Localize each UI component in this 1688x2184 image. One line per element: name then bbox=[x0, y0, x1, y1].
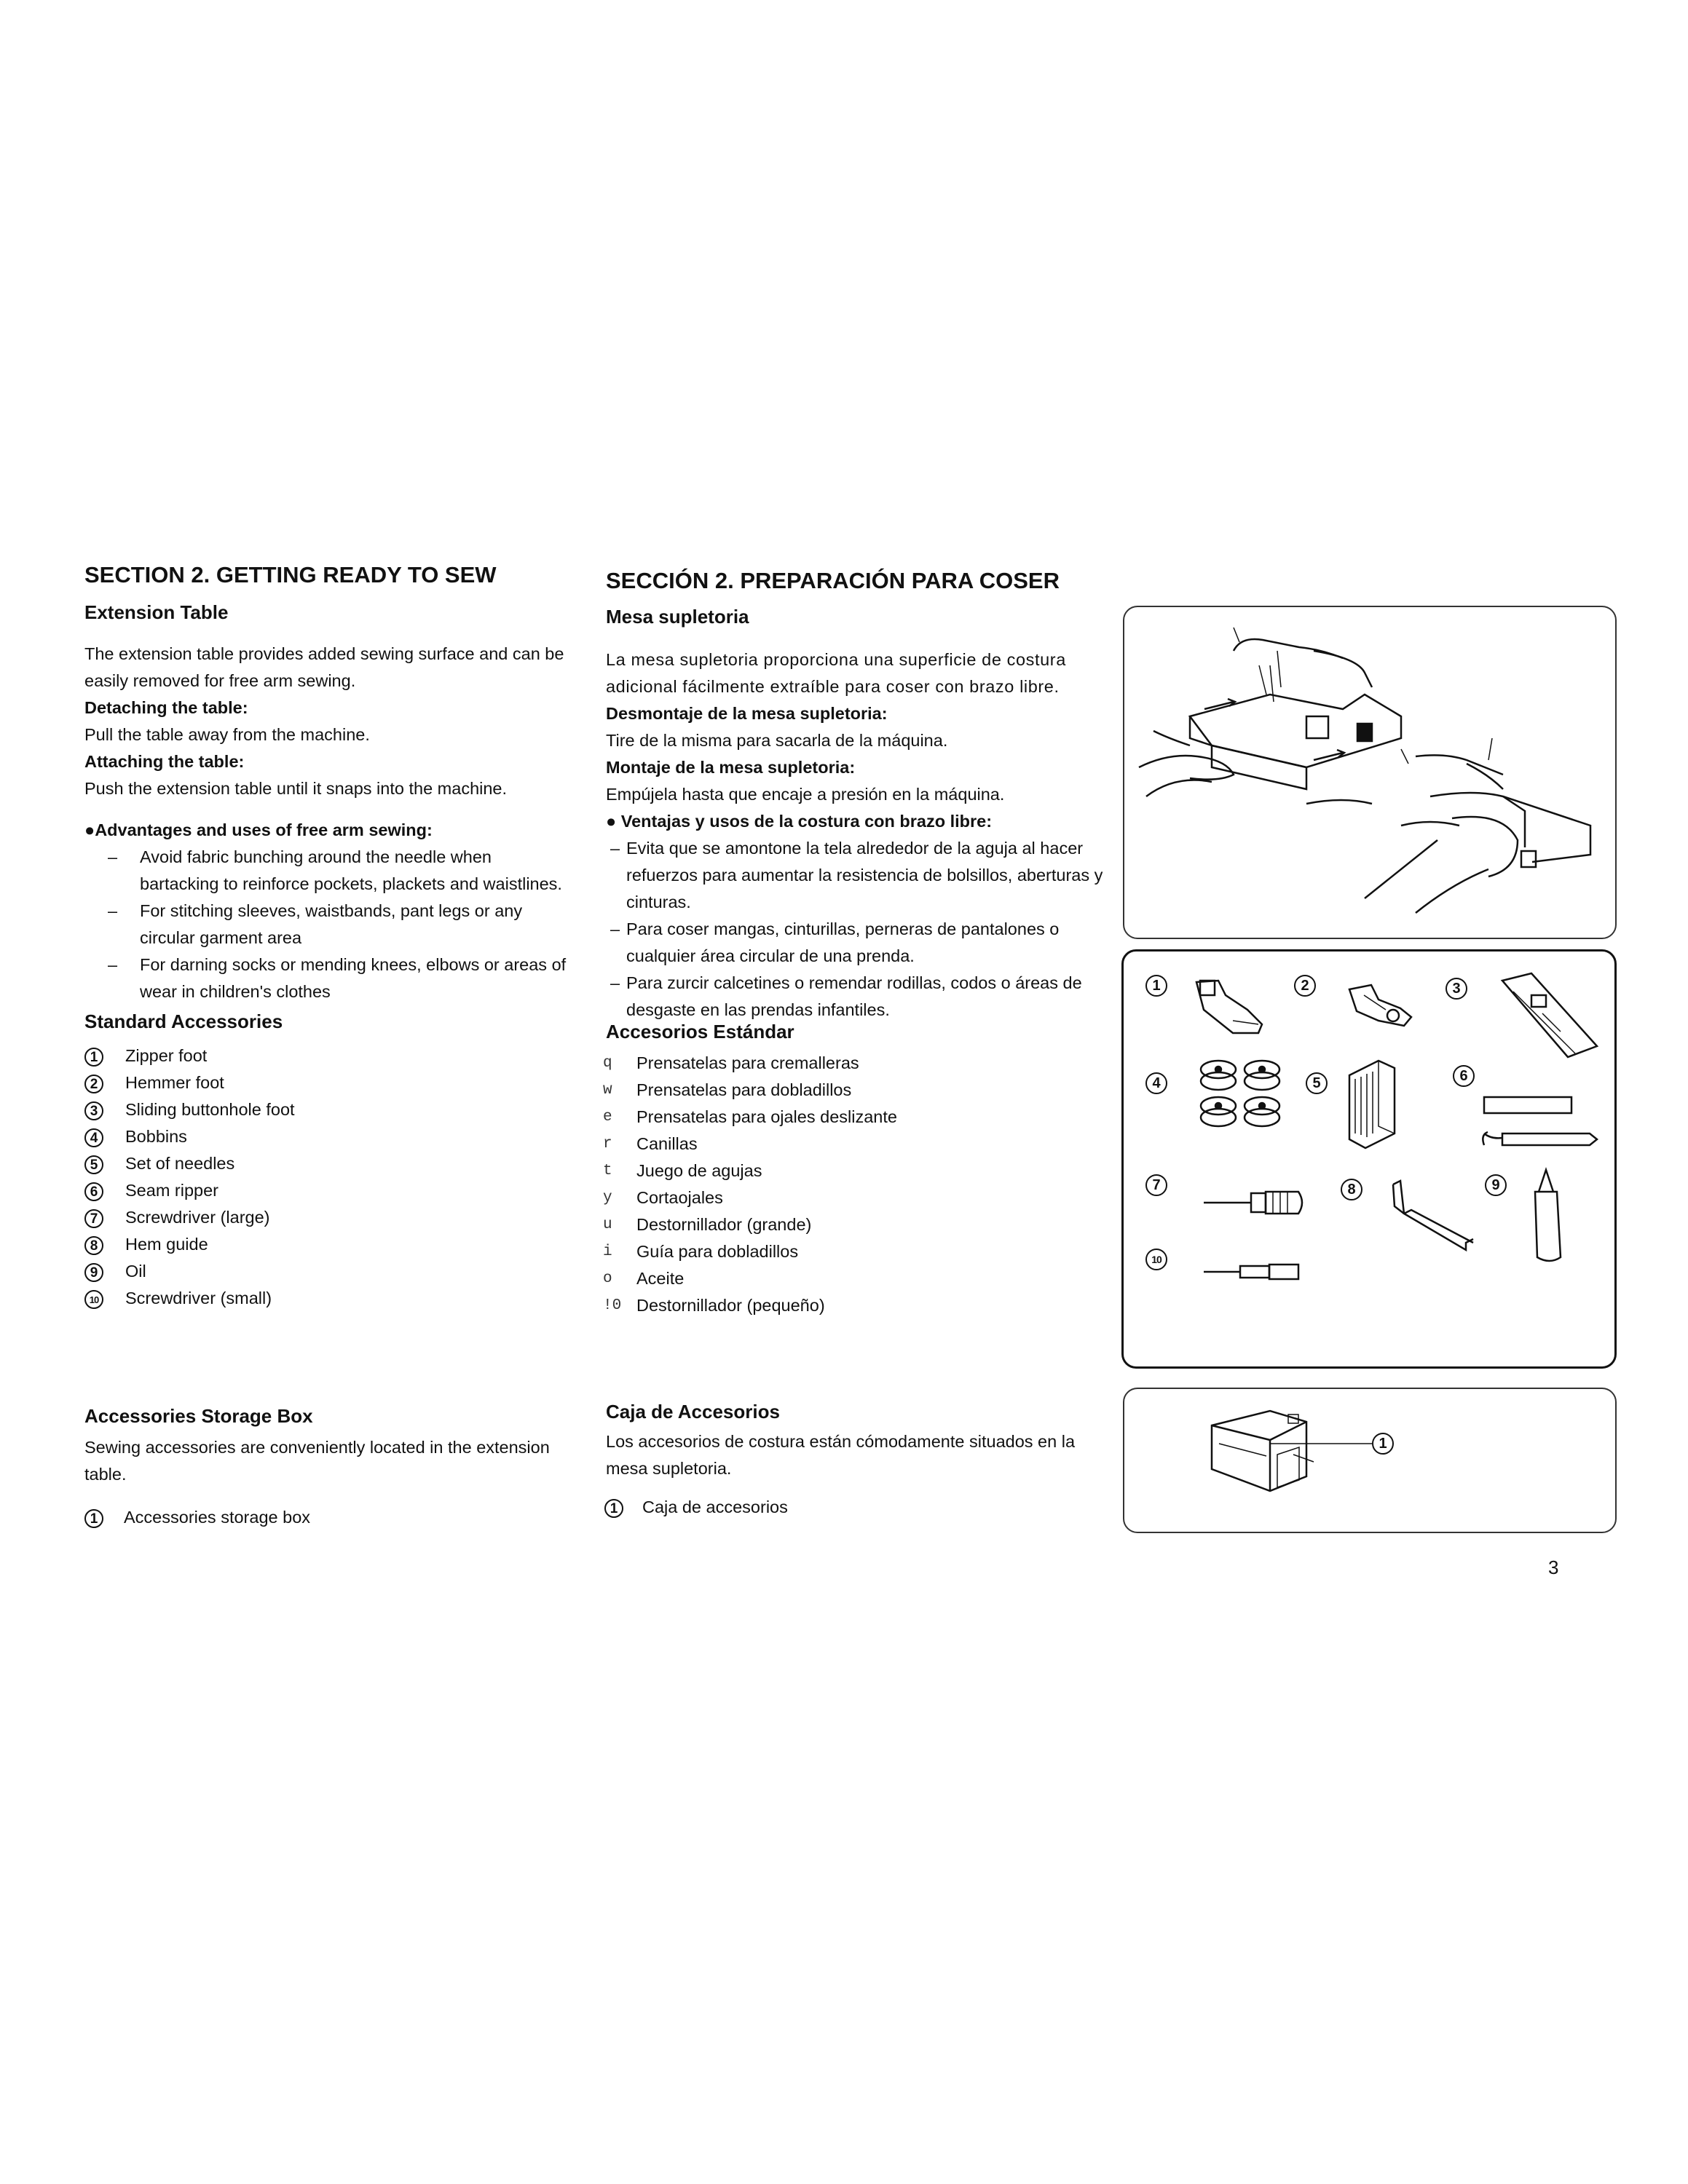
list-marker: u bbox=[603, 1216, 612, 1233]
extension-table-body-en bbox=[84, 641, 569, 802]
list-item: 1 Caja de accesorios bbox=[604, 1494, 910, 1521]
list-item: 7 Screwdriver (large) bbox=[84, 1204, 390, 1231]
list-item: o Aceite bbox=[602, 1265, 936, 1292]
list-marker: w bbox=[603, 1082, 612, 1099]
storage-box-illustration bbox=[1123, 1388, 1617, 1533]
list-marker: i bbox=[603, 1243, 612, 1260]
list-item: – Para coser mangas, cinturillas, perneras de pantalones o cualquier área circular de una prenda. bbox=[606, 916, 1108, 970]
storage-box-heading-en: Accessories Storage Box bbox=[84, 1405, 313, 1427]
screwdriver-small-icon bbox=[1204, 1265, 1298, 1279]
seam-ripper-icon bbox=[1483, 1097, 1597, 1145]
number-badge: 7 bbox=[84, 1209, 103, 1228]
attach-label-es: Montaje de la mesa supletoria: bbox=[606, 758, 856, 777]
screwdriver-large-icon bbox=[1204, 1192, 1302, 1214]
bobbins-icon bbox=[1201, 1061, 1279, 1126]
sewing-machine-diagram bbox=[1124, 607, 1618, 941]
number-badge: 10 bbox=[84, 1290, 103, 1309]
standard-accessories-illustration bbox=[1121, 949, 1617, 1369]
extension-table-illustration bbox=[1123, 606, 1617, 939]
list-item: 1 Accessories storage box bbox=[84, 1504, 390, 1531]
list-item: r Canillas bbox=[602, 1131, 936, 1158]
list-marker: !0 bbox=[603, 1297, 622, 1314]
list-item: w Prensatelas para dobladillos bbox=[602, 1077, 936, 1104]
list-item: t Juego de agujas bbox=[602, 1158, 936, 1184]
list-item: 3 Sliding buttonhole foot bbox=[84, 1096, 390, 1123]
list-item: 9 Oil bbox=[84, 1258, 390, 1285]
list-item: 6 Seam ripper bbox=[84, 1177, 390, 1204]
storage-list-es bbox=[604, 1494, 910, 1521]
extension-intro-es: La mesa supletoria proporciona una superficie de costura adicional fácilmente extraíble para coser con brazo libre. bbox=[606, 650, 1066, 696]
callout-number: 10 bbox=[1145, 1249, 1167, 1270]
callout-number: 1 bbox=[1372, 1433, 1394, 1455]
advantages-block-es bbox=[606, 808, 1108, 1024]
section-title-es: SECCIÓN 2. PREPARACIÓN PARA COSER bbox=[606, 568, 1060, 593]
storage-box-text-es: Los accesorios de costura están cómodamente situados en la mesa supletoria. bbox=[606, 1432, 1076, 1478]
list-item: – For darning socks or mending knees, elbows or areas of wear in children's clothes bbox=[84, 951, 569, 1005]
attach-text-en: Push the extension table until it snaps into the machine. bbox=[84, 779, 508, 798]
list-marker: e bbox=[603, 1109, 612, 1125]
bullet-icon: ● bbox=[606, 812, 617, 831]
attach-text-es: Empújela hasta que encaje a presión en la máquina. bbox=[606, 785, 1005, 804]
number-badge: 4 bbox=[84, 1128, 103, 1147]
dash-icon: – bbox=[610, 839, 620, 858]
dash-icon: – bbox=[610, 973, 620, 992]
list-item: i Guía para dobladillos bbox=[602, 1238, 936, 1265]
list-item: 1 Zipper foot bbox=[84, 1042, 390, 1069]
storage-list-en bbox=[84, 1504, 390, 1531]
number-badge: 2 bbox=[84, 1075, 103, 1093]
number-badge: 5 bbox=[84, 1155, 103, 1174]
dash-icon: – bbox=[108, 955, 118, 974]
oil-bottle-icon bbox=[1535, 1170, 1561, 1261]
list-item: 5 Set of needles bbox=[84, 1150, 390, 1177]
extension-table-heading-es: Mesa supletoria bbox=[606, 606, 749, 628]
list-item: 8 Hem guide bbox=[84, 1231, 390, 1258]
dash-icon: – bbox=[108, 847, 118, 866]
list-item: u Destornillador (grande) bbox=[602, 1211, 936, 1238]
page-number: 3 bbox=[1548, 1556, 1559, 1578]
callout-number: 3 bbox=[1446, 978, 1467, 1000]
number-badge: 3 bbox=[84, 1101, 103, 1120]
list-marker: y bbox=[603, 1190, 612, 1206]
list-item: – Avoid fabric bunching around the needle when bartacking to reinforce pockets, plackets and waistlines. bbox=[84, 844, 569, 898]
storage-box-text-en: Sewing accessories are conveniently located in the extension table. bbox=[84, 1438, 550, 1484]
list-item: e Prensatelas para ojales deslizante bbox=[602, 1104, 936, 1131]
hem-guide-icon bbox=[1393, 1181, 1473, 1250]
list-marker: t bbox=[603, 1163, 612, 1179]
list-marker: q bbox=[603, 1055, 612, 1072]
callout-number: 2 bbox=[1294, 975, 1316, 997]
advantages-heading-en: ●Advantages and uses of free arm sewing: bbox=[84, 820, 433, 839]
list-item: – Para zurcir calcetines o remendar rodillas, codos o áreas de desgaste en las prendas infantiles. bbox=[606, 970, 1108, 1024]
bullet-icon: ● bbox=[84, 820, 95, 839]
attach-label-en: Attaching the table: bbox=[84, 752, 245, 771]
callout-number: 5 bbox=[1306, 1072, 1328, 1094]
list-item: y Cortaojales bbox=[602, 1184, 936, 1211]
dash-icon: – bbox=[610, 919, 620, 938]
standard-accessories-heading-es: Accesorios Estándar bbox=[606, 1021, 794, 1042]
list-marker: r bbox=[603, 1136, 612, 1152]
list-marker: o bbox=[603, 1270, 612, 1287]
accessories-list-es bbox=[602, 1050, 936, 1319]
list-item: – For stitching sleeves, waistbands, pant legs or any circular garment area bbox=[84, 898, 569, 951]
list-item: q Prensatelas para cremalleras bbox=[602, 1050, 936, 1077]
number-badge: 1 bbox=[84, 1048, 103, 1067]
number-badge: 9 bbox=[84, 1263, 103, 1282]
storage-box-heading-es: Caja de Accesorios bbox=[606, 1401, 780, 1423]
number-badge: 8 bbox=[84, 1236, 103, 1255]
list-item: – Evita que se amontone la tela alrededor de la aguja al hacer refuerzos para aumentar la resistencia de bolsillos, aberturas y cinturas. bbox=[606, 835, 1108, 916]
accessories-drawings bbox=[1124, 951, 1619, 1371]
advantages-list-en bbox=[84, 844, 569, 1005]
advantages-heading-es: ● Ventajas y usos de la costura con brazo libre: bbox=[606, 812, 993, 831]
dash-icon: – bbox=[108, 901, 118, 920]
extension-table-body-es bbox=[606, 646, 1095, 808]
sliding-buttonhole-foot-icon bbox=[1502, 973, 1597, 1057]
standard-accessories-heading-en: Standard Accessories bbox=[84, 1010, 283, 1032]
needles-icon bbox=[1349, 1061, 1395, 1148]
detach-text-en: Pull the table away from the machine. bbox=[84, 725, 370, 744]
section-title-en: SECTION 2. GETTING READY TO SEW bbox=[84, 562, 497, 587]
list-item: 4 Bobbins bbox=[84, 1123, 390, 1150]
advantages-list-es bbox=[606, 835, 1108, 1024]
callout-number: 7 bbox=[1145, 1174, 1167, 1196]
hemmer-foot-icon bbox=[1349, 985, 1411, 1026]
callout-number: 6 bbox=[1453, 1065, 1475, 1087]
list-item: 10 Screwdriver (small) bbox=[84, 1285, 390, 1312]
detach-label-en: Detaching the table: bbox=[84, 698, 248, 717]
detach-text-es: Tire de la misma para sacarla de la máquina. bbox=[606, 731, 948, 750]
detach-label-es: Desmontaje de la mesa supletoria: bbox=[606, 704, 888, 723]
callout-number: 4 bbox=[1145, 1072, 1167, 1094]
callout-number: 9 bbox=[1485, 1174, 1507, 1196]
callout-number: 1 bbox=[1145, 975, 1167, 997]
number-badge: 1 bbox=[604, 1499, 623, 1518]
number-badge: 1 bbox=[84, 1509, 103, 1528]
extension-intro-en: The extension table provides added sewing surface and can be easily removed for free arm sewing. bbox=[84, 644, 564, 690]
list-item: !0 Destornillador (pequeño) bbox=[602, 1292, 936, 1319]
accessories-list-en bbox=[84, 1042, 390, 1312]
number-badge: 6 bbox=[84, 1182, 103, 1201]
callout-number: 8 bbox=[1341, 1179, 1362, 1200]
list-item: 2 Hemmer foot bbox=[84, 1069, 390, 1096]
zipper-foot-icon bbox=[1196, 981, 1262, 1033]
extension-table-heading-en: Extension Table bbox=[84, 601, 229, 623]
advantages-block-en bbox=[84, 817, 569, 1005]
storage-box-drawing bbox=[1124, 1389, 1618, 1535]
